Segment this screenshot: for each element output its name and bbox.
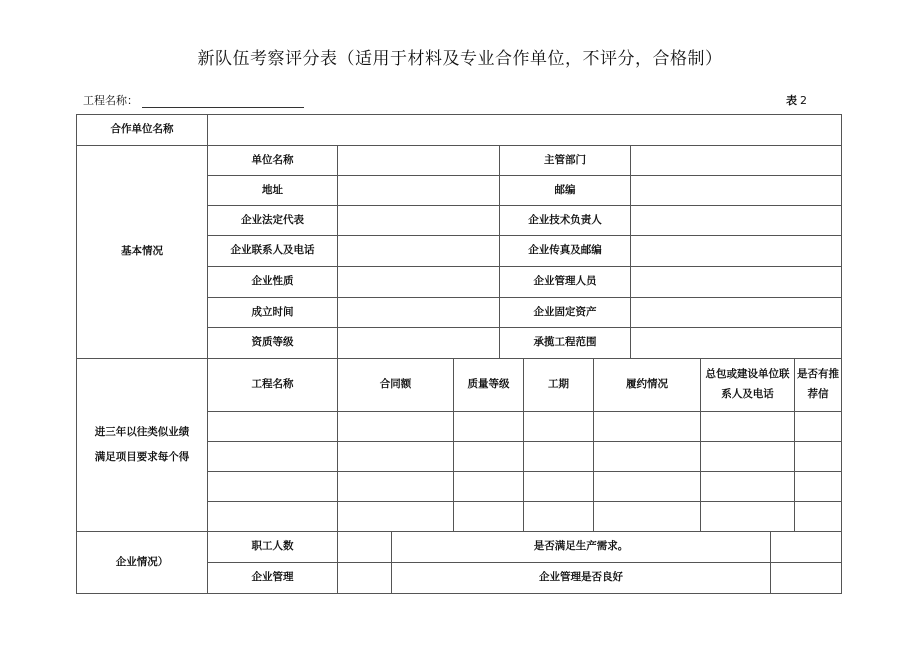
perf-header-duration: 工期: [523, 358, 594, 412]
fixed-assets-label: 企业固定资产: [499, 297, 631, 328]
work-scope-label: 承揽工程范围: [499, 327, 631, 359]
table-tag: [786, 92, 807, 108]
project-name-field: [83, 92, 304, 108]
perf-header-fulfillment: 履约情况: [593, 358, 701, 412]
tech-lead-label: 企业技术负责人: [499, 205, 631, 236]
management-answer[interactable]: [770, 562, 842, 594]
address-value[interactable]: [337, 175, 500, 206]
perf-row-4-project[interactable]: [207, 501, 338, 532]
perf-row-2-amount[interactable]: [337, 441, 454, 472]
perf-row-2-project[interactable]: [207, 441, 338, 472]
tech-lead-value[interactable]: [630, 205, 842, 236]
project-name-label: 工程名称：: [83, 94, 138, 107]
performance-label-line2: 满足项目要求每个得: [94, 451, 190, 463]
perf-row-2-contact[interactable]: [700, 441, 795, 472]
perf-row-3-quality[interactable]: [453, 471, 524, 502]
perf-row-2-quality[interactable]: [453, 441, 524, 472]
perf-row-1-quality[interactable]: [453, 411, 524, 442]
qualification-value[interactable]: [337, 327, 500, 359]
perf-header-contact-line2: 系人及电话: [721, 388, 774, 400]
qualification-label: 资质等级: [207, 327, 338, 359]
unit-name-value[interactable]: [337, 145, 500, 176]
management-label: 企业管理: [207, 562, 338, 594]
perf-header-project-name: 工程名称: [207, 358, 338, 412]
perf-row-1-contact[interactable]: [700, 411, 795, 442]
perf-row-1-amount[interactable]: [337, 411, 454, 442]
perf-row-3-recommendation[interactable]: [794, 471, 842, 502]
perf-row-1-duration[interactable]: [523, 411, 594, 442]
perf-row-1-project[interactable]: [207, 411, 338, 442]
founded-value[interactable]: [337, 297, 500, 328]
perf-row-3-fulfillment[interactable]: [593, 471, 701, 502]
address-label: 地址: [207, 175, 338, 206]
perf-row-3-duration[interactable]: [523, 471, 594, 502]
perf-header-recommendation-line2: 荐信: [807, 388, 829, 400]
managers-label: 企业管理人员: [499, 266, 631, 298]
perf-row-1-recommendation[interactable]: [794, 411, 842, 442]
fixed-assets-value[interactable]: [630, 297, 842, 328]
perf-header-quality-grade: 质量等级: [453, 358, 524, 412]
staff-count-value[interactable]: [337, 531, 392, 563]
perf-header-contract-amount: 合同额: [337, 358, 454, 412]
production-needs-answer[interactable]: [770, 531, 842, 563]
perf-row-4-recommendation[interactable]: [794, 501, 842, 532]
table-tag-label: 表: [786, 94, 797, 107]
perf-row-2-recommendation[interactable]: [794, 441, 842, 472]
table-number: 2: [800, 94, 807, 107]
perf-row-3-contact[interactable]: [700, 471, 795, 502]
enterprise-type-label: 企业性质: [207, 266, 338, 298]
production-needs-question: 是否满足生产需求。: [391, 531, 771, 563]
supervising-dept-value[interactable]: [630, 145, 842, 176]
partner-name-value[interactable]: [207, 114, 842, 146]
legal-rep-label: 企业法定代表: [207, 205, 338, 236]
perf-row-4-fulfillment[interactable]: [593, 501, 701, 532]
managers-value[interactable]: [630, 266, 842, 298]
perf-row-3-amount[interactable]: [337, 471, 454, 502]
fax-postcode-value[interactable]: [630, 235, 842, 267]
management-value[interactable]: [337, 562, 392, 594]
contact-phone-label: 企业联系人及电话: [207, 235, 338, 267]
supervising-dept-label: 主管部门: [499, 145, 631, 176]
perf-header-contact-line1: 总包或建设单位联: [705, 368, 790, 381]
postcode-label: 邮编: [499, 175, 631, 206]
perf-header-recommendation-line1: 是否有推: [797, 368, 839, 381]
perf-row-4-duration[interactable]: [523, 501, 594, 532]
enterprise-label: 企业情况）: [76, 531, 208, 594]
performance-label: [76, 358, 208, 532]
perf-row-4-amount[interactable]: [337, 501, 454, 532]
basic-info-label: 基本情况: [76, 145, 208, 359]
management-question: 企业管理是否良好: [391, 562, 771, 594]
perf-row-4-quality[interactable]: [453, 501, 524, 532]
unit-name-label: 单位名称: [207, 145, 338, 176]
perf-header-recommendation: [794, 358, 842, 412]
enterprise-type-value[interactable]: [337, 266, 500, 298]
perf-row-1-fulfillment[interactable]: [593, 411, 701, 442]
perf-row-2-duration[interactable]: [523, 441, 594, 472]
staff-count-label: 职工人数: [207, 531, 338, 563]
perf-row-3-project[interactable]: [207, 471, 338, 502]
contact-phone-value[interactable]: [337, 235, 500, 267]
work-scope-value[interactable]: [630, 327, 842, 359]
perf-row-2-fulfillment[interactable]: [593, 441, 701, 472]
performance-label-line1: 进三年以往类似业绩: [94, 425, 190, 438]
page-title: 新队伍考察评分表（适用于材料及专业合作单位，不评分，合格制）: [197, 49, 723, 69]
partner-name-label: 合作单位名称: [76, 114, 208, 146]
project-name-blank[interactable]: [142, 96, 304, 108]
fax-postcode-label: 企业传真及邮编: [499, 235, 631, 267]
perf-header-contact: [700, 358, 795, 412]
postcode-value[interactable]: [630, 175, 842, 206]
founded-label: 成立时间: [207, 297, 338, 328]
perf-row-4-contact[interactable]: [700, 501, 795, 532]
legal-rep-value[interactable]: [337, 205, 500, 236]
